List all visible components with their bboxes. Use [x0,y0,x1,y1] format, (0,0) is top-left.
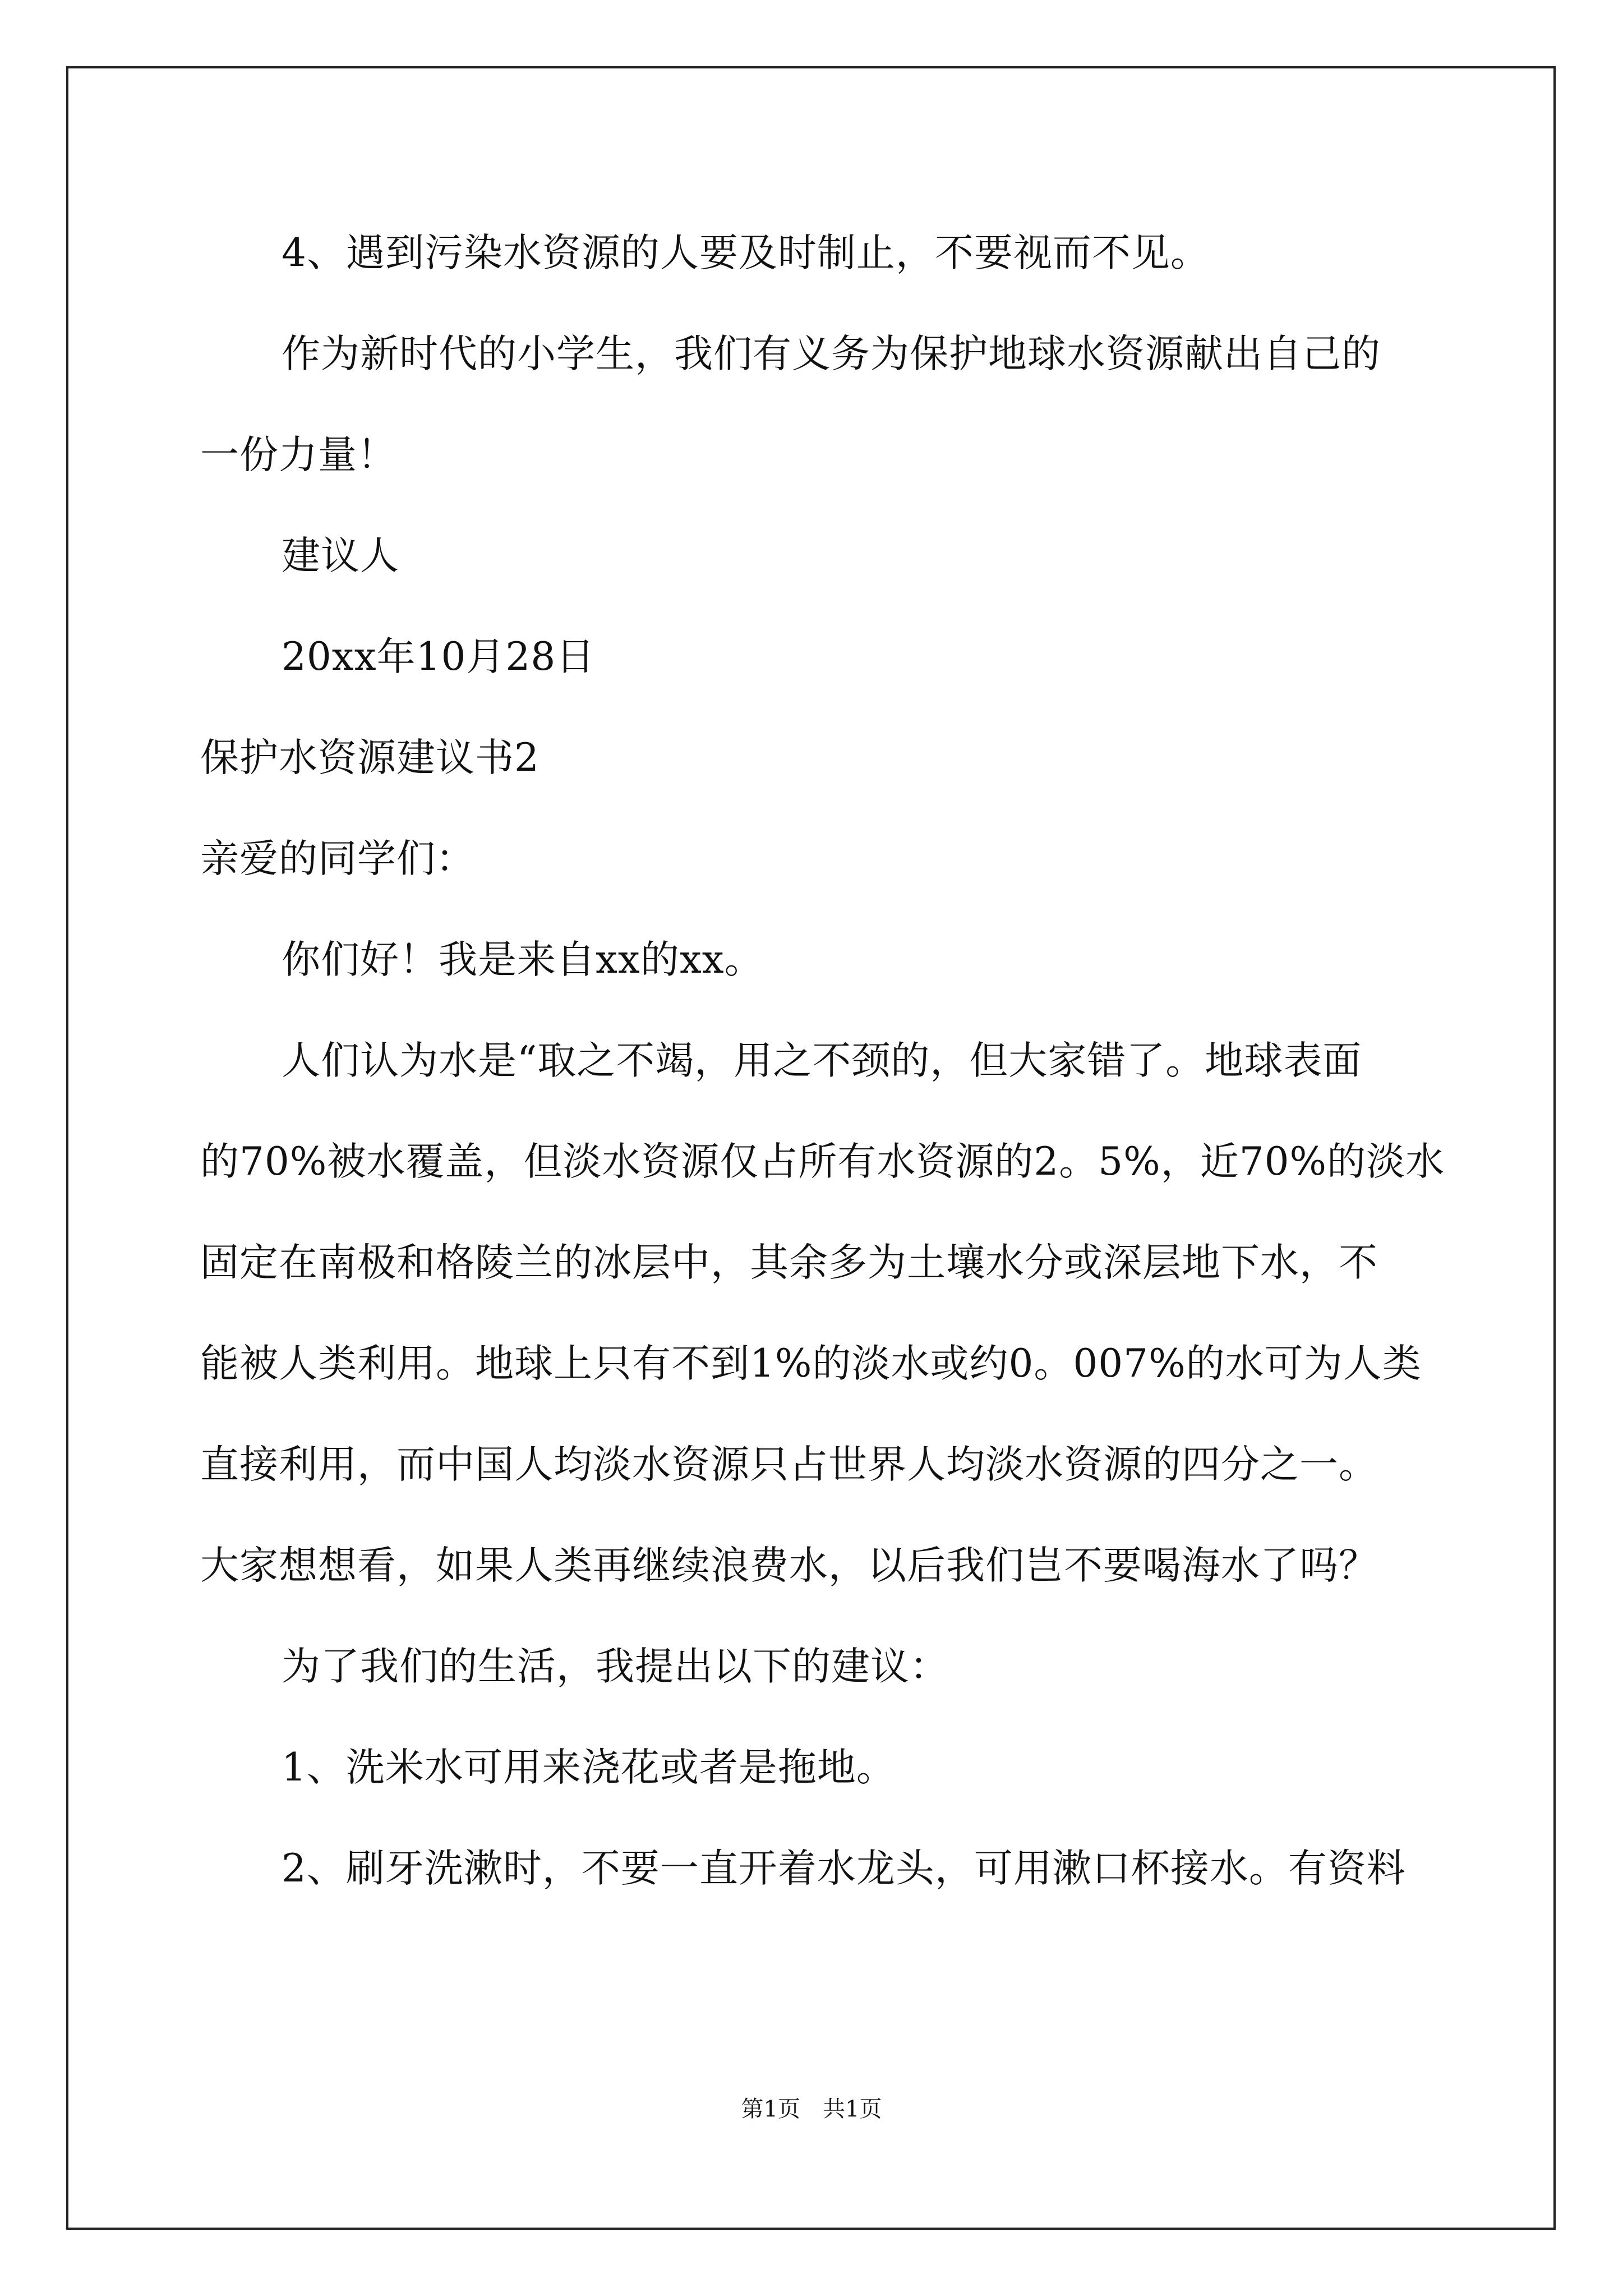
paragraph-line: 为了我们的生活，我提出以下的建议： [282,1644,949,1689]
paragraph-line: 能被人类利用。地球上只有不到1%的淡水或约0。007%的水可为人类 [200,1341,1422,1386]
greeting-line: 你们好！我是来自xx的xx。 [282,937,764,982]
paragraph-line: 人们认为水是“取之不竭，用之不颈的，但大家错了。地球表面 [282,1038,1362,1083]
paragraph-item-4: 4、遇到污染水资源的人要及时制止，不要视而不见。 [282,231,1210,275]
proposer-label: 建议人 [282,533,399,578]
suggestion-item-2: 2、刷牙洗漱时，不要一直开着水龙头，可用漱口杯接水。有资料 [282,1846,1406,1891]
paragraph-line: 大家想想看，如果人类再继续浪费水，以后我们岂不要喝海水了吗？ [200,1543,1378,1588]
page-footer: 第1页 共1页 [741,2096,882,2122]
paragraph-line: 一份力量！ [200,432,396,477]
paragraph-line: 直接利用，而中国人均淡水资源只占世界人均淡水资源的四分之一。 [200,1442,1378,1487]
suggestion-item-1: 1、洗米水可用来浇花或者是拖地。 [282,1745,896,1790]
section-title: 保护水资源建议书2 [200,735,540,780]
date-line: 20xx年10月28日 [282,634,596,679]
paragraph-line: 作为新时代的小学生，我们有义务为保护地球水资源献出自己的 [282,332,1381,376]
paragraph-line: 固定在南极和格陵兰的冰层中，其余多为土壤水分或深层地下水，不 [200,1240,1378,1285]
paragraph-line: 的70%被水覆盖，但淡水资源仅占所有水资源的2。5%，近70%的淡水 [200,1139,1445,1184]
salutation: 亲爱的同学们： [200,836,475,881]
